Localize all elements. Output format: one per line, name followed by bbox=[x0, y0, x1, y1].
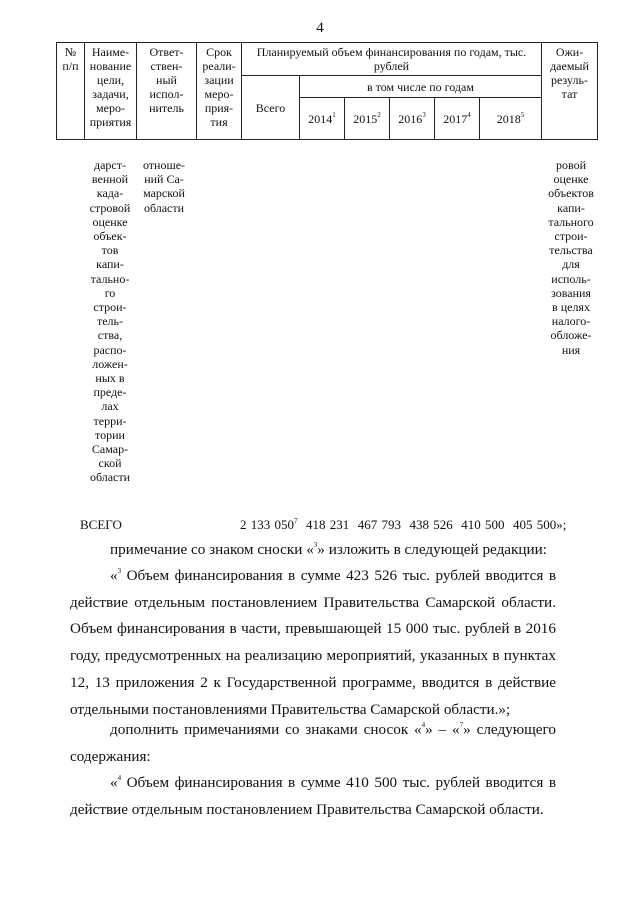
total-row-values: 2 133 $050^7$ 418 231 467 793 438 526 410 500 405 500»; bbox=[240, 516, 567, 532]
total-row-label: ВСЕГО bbox=[80, 517, 122, 532]
continuation-responsible-cell: отноше- ний Са- марской области bbox=[142, 158, 186, 215]
continuation-name-cell: дарст- венной када- стровой оценке объек- тов капи- тально- го строи- тель- ства, распо- ложен- ных в преде- лах терри- тории Самар- ской области bbox=[89, 158, 131, 485]
header-year-2017: 2017$^4$ bbox=[435, 98, 480, 140]
paragraph-note-3-text: «$^3$ Объем финансирования в сумме 423 526 тыс. рублей вводится в действие отдельным постановлением Правительства Самарской области. Объем финансирования в части, превышающей 15 000 тыс. рублей в 2016 году, предусмотренных на реализацию мероприятий, указанных в пунктах 12, 13 приложения 2 к Государственной программе, вводится в действие отдельными постановлениями Правительства Самарской области.»; bbox=[70, 566, 556, 718]
header-year-2014: 2014$^1$ bbox=[300, 98, 345, 140]
header-year-2015: 2015$^2$ bbox=[345, 98, 390, 140]
header-year-2016: 2016$^3$ bbox=[390, 98, 435, 140]
continuation-result-cell: ровой оценке объектов капи- тального строи- тельства для исполь- зования в целях налого- обложе- ния bbox=[548, 158, 594, 357]
paragraph-note-3-intro: примечание со знаком сноски «$^3$» изложить в следующей редакции: bbox=[110, 540, 548, 558]
header-number: № п/п bbox=[57, 43, 85, 140]
header-including-by-years: в том числе по годам bbox=[300, 76, 542, 98]
header-planned-financing: Планируемый объем финансирования по годам, тыс. рублей bbox=[242, 43, 542, 76]
paragraph-note-4-text: «$^4$ Объем финансирования в сумме 410 500 тыс. рублей вводится в действие отдельным постановлением Правительства Самарской области. bbox=[70, 773, 556, 818]
financing-table-header bbox=[56, 42, 598, 140]
header-name: Наиме- нование цели, задачи, меро- приятия bbox=[85, 43, 137, 140]
paragraph-notes-4-7-intro: дополнить примечаниями со знаками сносок «$^4$» – «$^7$» следующего содержания: bbox=[70, 720, 556, 765]
header-term: Срок реали- зации меро- прия- тия bbox=[197, 43, 242, 140]
header-responsible: Ответ- ствен- ный испол- нитель bbox=[137, 43, 197, 140]
page-number: 4 bbox=[316, 20, 324, 36]
header-total: Всего bbox=[242, 76, 300, 140]
header-result: Ожи- даемый резуль- тат bbox=[542, 43, 598, 140]
header-year-2018: 2018$^5$ bbox=[480, 98, 542, 140]
